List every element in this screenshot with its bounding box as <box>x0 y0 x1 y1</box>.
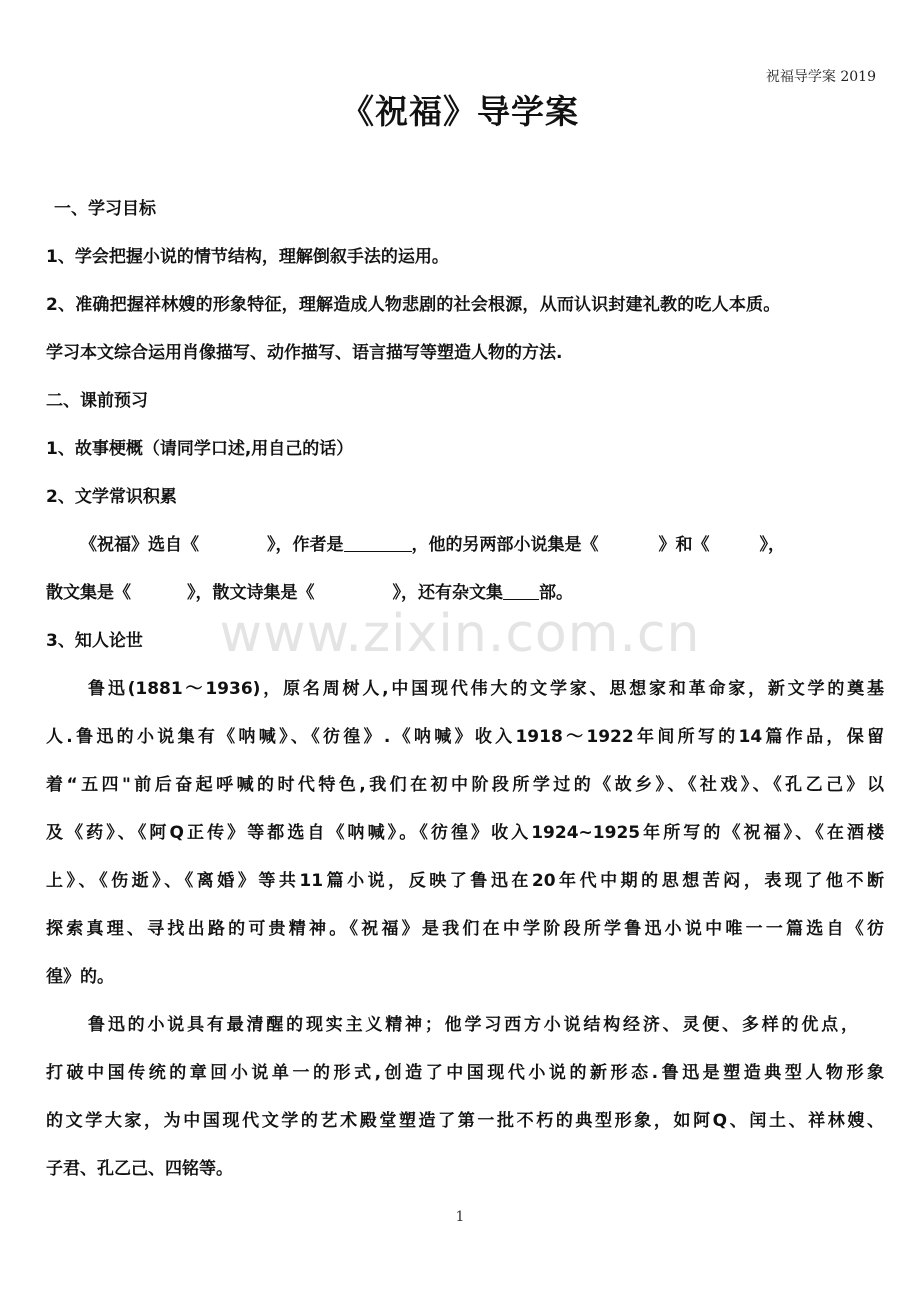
paragraph-1-line: 着“五四"前后奋起呼喊的时代特色,我们在初中阶段所学过的《故乡》、《社戏》、《孔乙己》以 <box>46 775 884 795</box>
fill-text-7: 》，散文诗集是《 <box>187 583 315 603</box>
fill-text-5: 》， <box>759 535 785 555</box>
preview-item-2-heading: 2、文学常识积累 <box>46 487 177 507</box>
page-number: 1 <box>455 1209 465 1225</box>
fill-text-6: 散文集是《 <box>46 583 131 603</box>
page-title: 《祝福》导学案 <box>341 92 579 131</box>
fill-blank-line-1 <box>80 533 884 557</box>
section-heading-preview: 二、课前预习 <box>46 391 148 411</box>
fill-text-8: 》，还有杂文集 <box>392 583 503 603</box>
blank-author[interactable] <box>344 533 412 552</box>
section-heading-objectives: 一、学习目标 <box>54 199 156 219</box>
paragraph-1-line: 人.鲁迅的小说集有《呐喊》、《彷徨》.《呐喊》收入1918～1922年间所写的14篇作品，保留 <box>46 727 884 747</box>
preview-item-1: 1、故事梗概（请同学口述,用自己的话） <box>46 439 354 459</box>
objective-item-2: 2、准确把握祥林嫂的形象特征，理解造成人物悲剧的社会根源，从而认识封建礼教的吃人本质。 <box>46 295 781 315</box>
paragraph-1-line: 及《药》、《阿Q正传》等都选自《呐喊》。《彷徨》收入1924~1925年所写的《祝福》、《在酒楼 <box>46 823 884 843</box>
fill-text-4: 》和《 <box>658 535 710 555</box>
blank-essay-count[interactable] <box>503 581 539 600</box>
paragraph-1-line: 上》、《伤逝》、《离婚》等共11篇小说，反映了鲁迅在20年代中期的思想苦闷，表现了他不断 <box>46 871 884 891</box>
preview-item-3-heading: 3、知人论世 <box>46 631 143 651</box>
paragraph-2-line: 打破中国传统的章回小说单一的形式,创造了中国现代小说的新形态.鲁迅是塑造典型人物形象 <box>46 1063 884 1083</box>
paragraph-1-line: 鲁迅(1881～1936)，原名周树人,中国现代伟大的文学家、思想家和革命家，新文学的奠基 <box>88 679 884 699</box>
watermark: www.zixin.com.cn <box>219 604 701 664</box>
fill-blank-line-2 <box>46 581 884 605</box>
objective-item-1: 1、学会把握小说的情节结构，理解倒叙手法的运用。 <box>46 247 449 267</box>
running-header: 祝福导学案 2019 <box>765 69 876 85</box>
fill-text-1: 《祝福》选自《 <box>80 535 199 555</box>
paragraph-2-line: 子君、孔乙己、四铭等。 <box>46 1159 233 1179</box>
objective-item-3: 学习本文综合运用肖像描写、动作描写、语言描写等塑造人物的方法. <box>46 343 563 363</box>
paragraph-2-line: 鲁迅的小说具有最清醒的现实主义精神；他学习西方小说结构经济、灵便、多样的优点， <box>88 1015 858 1035</box>
paragraph-1-line: 探索真理、寻找出路的可贵精神。《祝福》是我们在中学阶段所学鲁迅小说中唯一一篇选自《彷 <box>46 919 884 939</box>
fill-text-2: 》，作者是 <box>267 535 344 555</box>
fill-text-3: ，他的另两部小说集是《 <box>411 535 599 555</box>
paragraph-2-line: 的文学大家，为中国现代文学的艺术殿堂塑造了第一批不朽的典型形象，如阿Q、闰土、祥林嫂、 <box>46 1111 884 1131</box>
fill-text-9: 部。 <box>539 583 573 603</box>
paragraph-1-line: 徨》的。 <box>46 967 114 987</box>
